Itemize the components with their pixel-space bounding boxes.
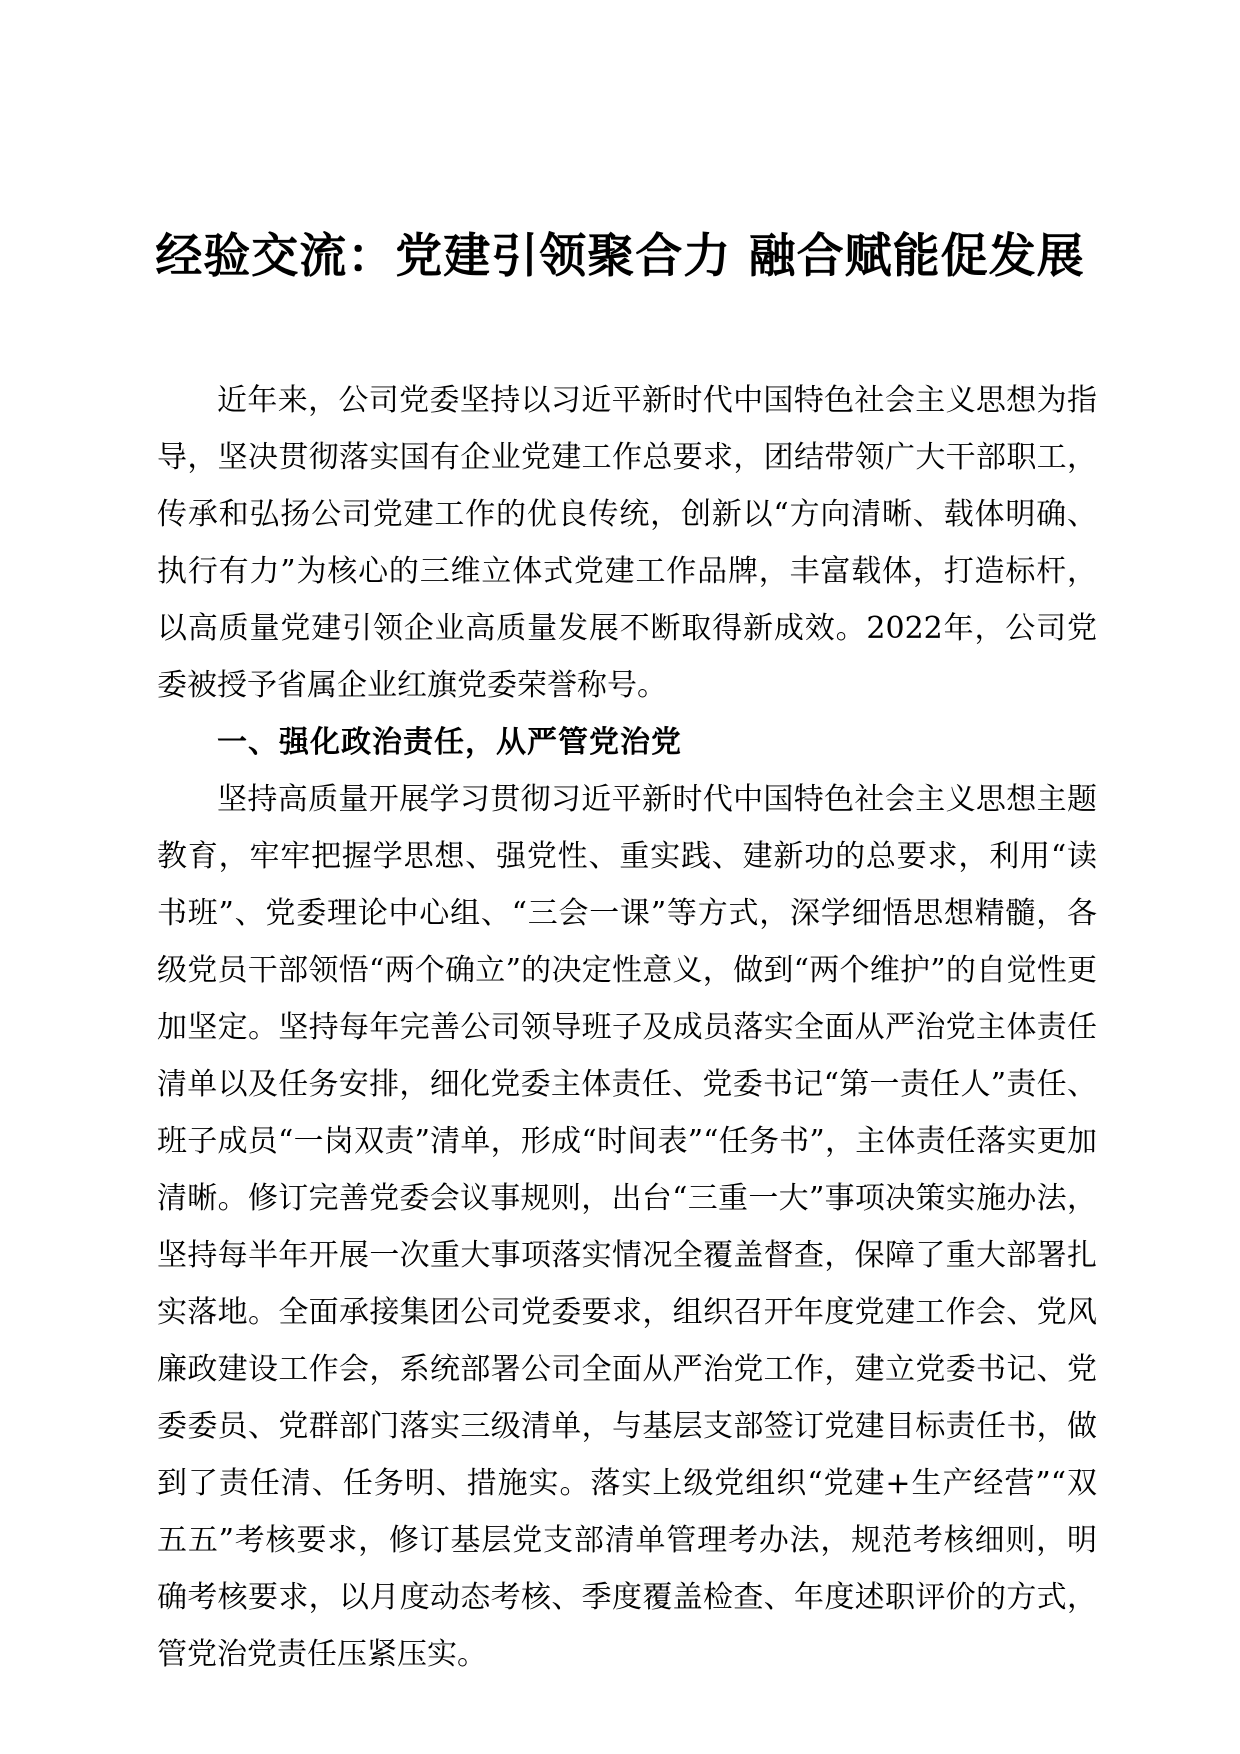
paragraph-section-1: 坚持高质量开展学习贯彻习近平新时代中国特色社会主义思想主题教育，牢牢把握学思想、强党性、重实践、建新功的总要求，利用“读书班”、党委理论中心组、“三会一课”等方式，深学细悟思想精髓，各级党员干部领悟“两个确立”的决定性意义，做到“两个维护”的自觉性更加坚定。坚持每年完善公司领导班子及成员落实全面从严治党主体责任清单以及任务安排，细化党委主体责任、党委书记“第一责任人”责任、班子成员“一岗双责”清单，形成“时间表”“任务书”，主体责任落实更加清晰。修订完善党委会议事规则，出台“三重一大”事项决策实施办法，坚持每半年开展一次重大事项落实情况全覆盖督查，保障了重大部署扎实落地。全面承接集团公司党委要求，组织召开年度党建工作会、党风廉政建设工作会，系统部署公司全面从严治党工作，建立党委书记、党委委员、党群部门落实三级清单，与基层支部签订党建目标责任书，做到了责任清、任务明、措施实。落实上级党组织“党建+生产经营”“双五五”考核要求，修订基层党支部清单管理考办法，规范考核细则，明确考核要求，以月度动态考核、季度覆盖检查、年度述职评价的方式，管党治党责任压紧压实。 (157, 782, 1097, 1672)
document-title: 经验交流：党建引领聚合力 融合赋能促发展 (155, 229, 1085, 284)
document-body (157, 372, 1097, 1683)
paragraph-intro: 近年来，公司党委坚持以习近平新时代中国特色社会主义思想为指导，坚决贯彻落实国有企业党建工作总要求，团结带领广大干部职工，传承和弘扬公司党建工作的优良传统，创新以“方向清晰、载体明确、执行有力”为核心的三维立体式党建工作品牌，丰富载体，打造标杆，以高质量党建引领企业高质量发展不断取得新成效。2022年，公司党委被授予省属企业红旗党委荣誉称号。 (157, 383, 1097, 703)
section-heading-1: 一、强化政治责任，从严管党治党 (217, 725, 682, 760)
